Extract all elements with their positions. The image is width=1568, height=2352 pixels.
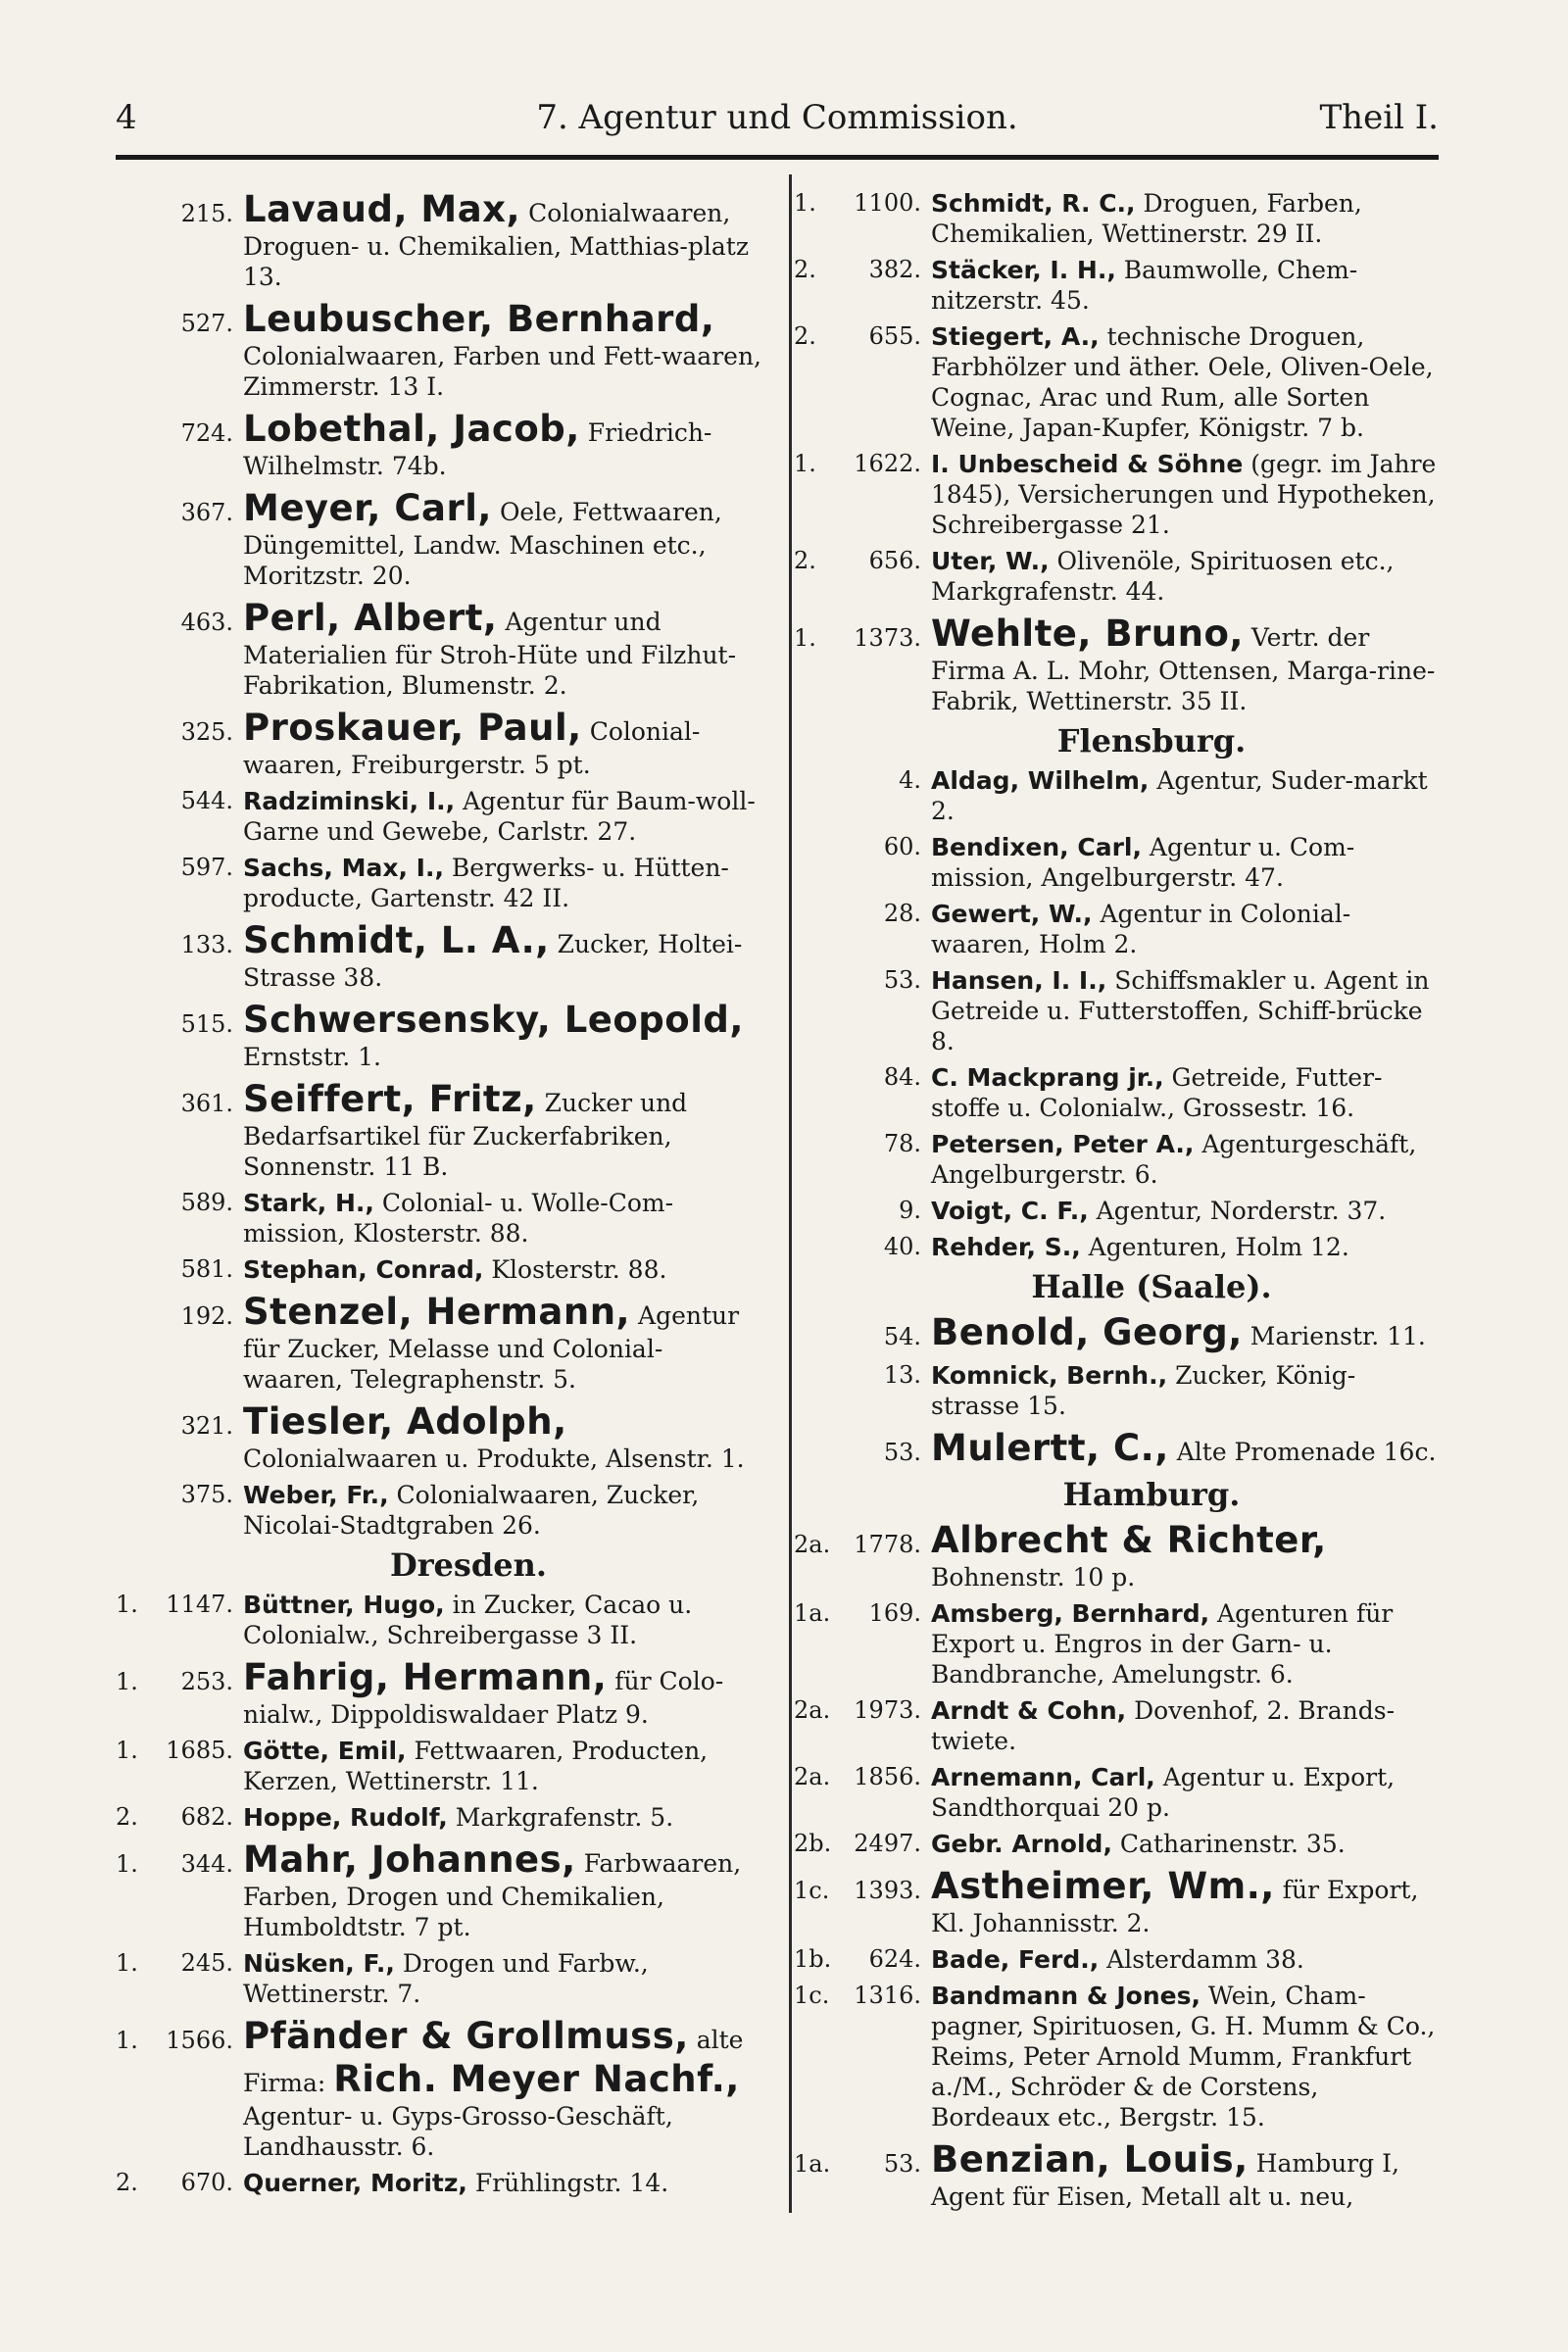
entry-register-number: 581.	[180, 1255, 233, 1283]
firm-description: Friedrich-Wilhelmstr. 74b.	[243, 418, 712, 480]
entry-number	[116, 1590, 233, 1620]
firm-description: Colonial-waaren, Freiburgerstr. 5 pt.	[243, 717, 701, 779]
entry-number	[116, 309, 233, 339]
entry-class: 2a.	[794, 1531, 831, 1558]
firm-name: C. Mackprang jr.,	[931, 1063, 1164, 1092]
entry-register-number: 84.	[883, 1063, 921, 1091]
entry-register-number: 1373.	[854, 624, 921, 652]
entry-number	[794, 623, 921, 654]
firm-description: in Zucker, Cacao u. Colonialw., Schreibergasse 3 II.	[243, 1591, 693, 1649]
entry-register-number: 192.	[180, 1302, 233, 1330]
entry-number	[794, 1944, 921, 1975]
entry-register-number: 515.	[180, 1010, 233, 1038]
firm-name: Benzian, Louis,	[931, 2138, 1249, 2180]
entry-class: 2.	[794, 322, 816, 350]
entry-register-number: 53.	[883, 2150, 921, 2178]
entry-register-number: 1778.	[854, 1531, 921, 1558]
entry-register-number: 28.	[883, 900, 921, 927]
firm-description: Fettwaaren, Producten, Kerzen, Wettinerstr. 11.	[243, 1737, 709, 1795]
entry-number	[794, 1762, 921, 1792]
entry-number	[116, 930, 233, 960]
entry-register-number: 325.	[180, 718, 233, 746]
firm-description: Markgrafenstr. 5.	[455, 1803, 674, 1832]
entry-register-number: 78.	[883, 1130, 921, 1157]
entry-number	[794, 1360, 921, 1391]
entry-class: 1a.	[794, 2150, 831, 2178]
firm-description: Drogen und Farbw., Wettinerstr. 7.	[243, 1949, 649, 2008]
city-heading: Dresden.	[389, 1546, 548, 1584]
entry-class: 2.	[794, 256, 816, 283]
entry-register-number: 670.	[180, 2169, 233, 2196]
directory-entry	[794, 1829, 1441, 1859]
firm-description: Zucker, Holtei-Strasse 38.	[243, 930, 743, 992]
part-label: Theil I.	[1319, 98, 1439, 137]
firm-description: Agentur für Zucker, Melasse und Colonial-waaren, Telegraphenstr. 5.	[243, 1301, 740, 1394]
entry-register-number: 245.	[180, 1949, 233, 1977]
entry-number	[794, 1530, 921, 1560]
firm-description: Agentur u. Com-mission, Angelburgerstr. 47.	[931, 833, 1355, 892]
entry-class: 1b.	[794, 1945, 832, 1973]
firm-name: Radziminski, I.,	[243, 787, 456, 815]
entry-number	[116, 1188, 233, 1218]
entry-number	[794, 449, 921, 479]
firm-name: Rehder, S.,	[931, 1233, 1081, 1261]
firm-description: Olivenöle, Spirituosen etc., Markgrafenstr. 44.	[931, 547, 1395, 606]
directory-entry	[116, 786, 762, 847]
directory-entry	[794, 255, 1441, 316]
directory-entry	[116, 1838, 762, 1942]
entry-number	[116, 786, 233, 816]
directory-entry	[794, 1360, 1441, 1421]
directory-entry	[794, 1762, 1441, 1823]
entry-number	[116, 608, 233, 638]
firm-name: Leubuscher, Bernhard,	[243, 298, 715, 340]
entry-number	[116, 1089, 233, 1119]
entry-register-number: 589.	[180, 1189, 233, 1216]
directory-entry	[116, 1400, 762, 1474]
entry-number	[794, 1062, 921, 1093]
firm-name: Proskauer, Paul,	[243, 707, 582, 749]
entry-number	[116, 1480, 233, 1510]
firm-name: Amsberg, Bernhard,	[931, 1599, 1210, 1628]
directory-entry	[116, 999, 762, 1072]
directory-entry	[794, 1427, 1441, 1470]
entry-register-number: 367.	[180, 499, 233, 526]
firm-description: technische Droguen, Farbhölzer und äther. Oele, Oliven-Oele, Cognac, Arac und Rum, alle Sorten Weine, Japan-Kupfer, Königstr. 7 b.	[931, 322, 1434, 442]
city-heading: Hamburg.	[1062, 1476, 1241, 1513]
firm-description: Oele, Fettwaaren, Düngemittel, Landw. Maschinen etc., Moritzstr. 20.	[243, 498, 722, 590]
firm-name: Hansen, I. I.,	[931, 966, 1107, 995]
firm-name: Schmidt, R. C.,	[931, 189, 1136, 218]
firma-name: Rich. Meyer Nachf.,	[333, 2058, 740, 2100]
entry-register-number: 1685.	[166, 1737, 233, 1764]
firm-name: Stephan, Conrad,	[243, 1255, 484, 1284]
directory-entry	[794, 1062, 1441, 1123]
left-column	[116, 188, 762, 2204]
firm-name: Komnick, Bernh.,	[931, 1361, 1168, 1390]
firm-description: Vertr. der Firma A. L. Mohr, Ottensen, Marga-rine-Fabrik, Wettinerstr. 35 II.	[931, 623, 1436, 715]
entry-number	[116, 1009, 233, 1040]
firm-description: Alte Promenade 16c.	[1176, 1438, 1437, 1466]
firm-description: Colonialwaaren, Zucker, Nicolai-Stadtgraben 26.	[243, 1481, 700, 1540]
directory-entry	[116, 1736, 762, 1796]
entry-register-number: 60.	[883, 833, 921, 860]
firm-name: Fahrig, Hermann,	[243, 1656, 608, 1698]
directory-entry	[116, 2015, 762, 2162]
firm-name: Stenzel, Hermann,	[243, 1291, 631, 1333]
firm-description: Catharinenstr. 35.	[1119, 1830, 1346, 1858]
entry-register-number: 53.	[883, 1439, 921, 1466]
firm-name: Seiffert, Fritz,	[243, 1078, 537, 1120]
firm-name: Schwersensky, Leopold,	[243, 999, 744, 1041]
firm-description: Farbwaaren, Farben, Drogen und Chemikalien, Humboldtstr. 7 pt.	[243, 1849, 742, 1941]
entry-register-number: 624.	[868, 1945, 921, 1973]
firm-description: für Colo-nialw., Dippoldiswaldaer Platz 9.	[243, 1667, 724, 1729]
entry-register-number: 13.	[883, 1361, 921, 1389]
entry-number	[116, 1254, 233, 1285]
firm-description: Hamburg I, Agent für Eisen, Metall alt u. neu,	[931, 2149, 1399, 2211]
firm-description: Agenturgeschäft, Angelburgerstr. 6.	[931, 1130, 1417, 1189]
entry-class: 1.	[116, 1591, 138, 1618]
firm-description: Bergwerks- u. Hütten-producte, Gartenstr. 42 II.	[243, 854, 729, 912]
firm-description: Getreide, Futter-stoffe u. Colonialw., Grossestr. 16.	[931, 1063, 1383, 1122]
entry-number	[794, 188, 921, 219]
entry-number	[794, 1232, 921, 1262]
firm-name: Büttner, Hugo,	[243, 1591, 445, 1619]
directory-entry	[116, 487, 762, 591]
entry-number	[794, 2149, 921, 2180]
firm-name: I. Unbescheid & Söhne	[931, 450, 1244, 478]
entry-register-number: 9.	[899, 1197, 921, 1224]
firm-description: Colonialwaaren, Farben und Fett-waaren, Zimmerstr. 13 I.	[243, 342, 761, 401]
directory-entry	[794, 832, 1441, 893]
firm-name: Lobethal, Jacob,	[243, 408, 580, 450]
firm-name: Tiesler, Adolph,	[243, 1400, 567, 1443]
entry-register-number: 1147.	[166, 1591, 233, 1618]
entry-register-number: 4.	[899, 766, 921, 794]
entry-class: 2a.	[794, 1763, 831, 1790]
entry-register-number: 1856.	[854, 1763, 921, 1790]
entry-number	[794, 1129, 921, 1159]
firm-name: Gewert, W.,	[931, 900, 1093, 928]
directory-entry	[116, 1078, 762, 1182]
entry-number	[116, 1301, 233, 1332]
entry-class: 2.	[116, 1803, 138, 1831]
firm-description: Bohnenstr. 10 p.	[931, 1563, 1136, 1592]
entry-class: 1.	[116, 1850, 138, 1878]
entry-register-number: 344.	[180, 1850, 233, 1878]
firm-description: Marienstr. 11.	[1250, 1322, 1426, 1350]
firm-description: Agentur u. Export, Sandthorquai 20 p.	[931, 1763, 1396, 1822]
firm-description: Dovenhof, 2. Brands-twiete.	[931, 1696, 1396, 1755]
entry-number	[794, 765, 921, 796]
directory-entry	[794, 612, 1441, 716]
firm-name: Mulertt, C.,	[931, 1427, 1169, 1469]
entry-register-number: 1566.	[166, 2027, 233, 2054]
firm-description: Colonial- u. Wolle-Com-mission, Klosterstr. 88.	[243, 1189, 674, 1248]
firm-name: Albrecht & Richter,	[931, 1519, 1327, 1561]
entry-register-number: 53.	[883, 966, 921, 994]
entry-class: 1c.	[794, 1982, 830, 2009]
entry-number	[116, 1667, 233, 1697]
firm-name: Gebr. Arnold,	[931, 1830, 1112, 1858]
firm-name: Bade, Ferd.,	[931, 1945, 1100, 1974]
firm-name: Hoppe, Rudolf,	[243, 1803, 448, 1832]
firm-description: Zucker, König-strasse 15.	[931, 1361, 1356, 1420]
entry-register-number: 1622.	[854, 450, 921, 477]
directory-entry	[116, 2168, 762, 2198]
directory-entry	[116, 1291, 762, 1395]
directory-entry	[794, 965, 1441, 1056]
firm-description: Baumwolle, Chem-nitzerstr. 45.	[931, 256, 1358, 315]
directory-entry	[116, 597, 762, 701]
entry-number	[794, 1438, 921, 1468]
entry-number	[794, 321, 921, 352]
directory-entry	[794, 1196, 1441, 1226]
entry-class: 1.	[116, 1668, 138, 1695]
entry-register-number: 253.	[180, 1668, 233, 1695]
directory-entry	[116, 707, 762, 780]
entry-class: 1a.	[794, 1599, 831, 1627]
city-heading: Halle (Saale).	[1031, 1268, 1272, 1305]
entry-register-number: 375.	[180, 1481, 233, 1508]
directory-entry	[794, 1865, 1441, 1938]
entry-register-number: 321.	[180, 1412, 233, 1440]
entry-number	[116, 418, 233, 449]
firm-name: Bendixen, Carl,	[931, 833, 1142, 861]
directory-entry	[116, 1802, 762, 1833]
firm-name: Uter, W.,	[931, 547, 1050, 575]
firm-name: Aldag, Wilhelm,	[931, 766, 1150, 795]
directory-entry	[794, 1598, 1441, 1690]
firm-description: Zucker und Bedarfsartikel für Zuckerfabriken, Sonnenstr. 11 B.	[243, 1089, 688, 1181]
directory-entry	[116, 1480, 762, 1541]
entry-class: 1.	[794, 624, 816, 652]
right-column	[794, 188, 1441, 2218]
city-heading: Flensburg.	[1056, 722, 1247, 760]
firm-description: Colonialwaaren, Droguen- u. Chemikalien, Matthias-platz 13.	[243, 199, 749, 291]
column-divider	[789, 174, 792, 2213]
directory-entry	[794, 1981, 1441, 2132]
entry-number	[116, 498, 233, 528]
entry-register-number: 361.	[180, 1090, 233, 1117]
firm-name: Mahr, Johannes,	[243, 1838, 576, 1881]
firm-name: Arndt & Cohn,	[931, 1696, 1127, 1725]
entry-number	[794, 899, 921, 929]
firm-description: alte	[696, 2026, 744, 2054]
firm-name: Voigt, C. F.,	[931, 1197, 1089, 1225]
firm-name: Perl, Albert,	[243, 597, 498, 639]
firm-name: Weber, Fr.,	[243, 1481, 389, 1509]
entry-class: 1.	[116, 2027, 138, 2054]
entry-register-number: 527.	[180, 310, 233, 337]
page-number: 4	[116, 98, 137, 137]
entry-register-number: 682.	[180, 1803, 233, 1831]
entry-number	[794, 1981, 921, 2011]
firm-description: Agentur und Materialien für Stroh-Hüte und Filzhut-Fabrikation, Blumenstr. 2.	[243, 608, 737, 700]
firm-description: Colonialwaaren u. Produkte, Alsenstr. 1.	[243, 1445, 745, 1473]
entry-number	[116, 199, 233, 229]
entry-class: 1c.	[794, 1877, 830, 1904]
firm-name: Schmidt, L. A.,	[243, 919, 550, 961]
directory-entry	[794, 899, 1441, 959]
entry-register-number: 655.	[868, 322, 921, 350]
firm-name: Bandmann & Jones,	[931, 1982, 1200, 2010]
directory-entry	[794, 2138, 1441, 2212]
directory-entry	[116, 188, 762, 292]
firm-description: Agentur, Norderstr. 37.	[1096, 1197, 1387, 1225]
firm-name: Stiegert, A.,	[931, 322, 1100, 351]
directory-entry	[116, 1590, 762, 1650]
firm-description: für Export, Kl. Johannisstr. 2.	[931, 1876, 1419, 1937]
entry-register-number: 215.	[180, 200, 233, 227]
firma-label: Firma:	[243, 2069, 326, 2097]
firm-description: Droguen, Farben, Chemikalien, Wettinerstr. 29 II.	[931, 189, 1362, 248]
firm-description: Alsterdamm 38.	[1106, 1945, 1304, 1974]
entry-register-number: 382.	[868, 256, 921, 283]
section-title: 7. Agentur und Commission.	[536, 98, 1018, 137]
firm-name: Petersen, Peter A.,	[931, 1130, 1195, 1158]
entry-number	[116, 2026, 233, 2056]
directory-entry	[794, 1129, 1441, 1190]
firm-name: Nüsken, F.,	[243, 1949, 395, 1978]
firm-name: Stark, H.,	[243, 1189, 374, 1217]
directory-entry	[116, 298, 762, 402]
directory-entry	[794, 188, 1441, 249]
entry-number	[116, 1802, 233, 1833]
directory-entry	[116, 1948, 762, 2009]
entry-class: 2.	[794, 547, 816, 574]
firm-name: Meyer, Carl,	[243, 487, 492, 529]
entry-number	[116, 1411, 233, 1442]
entry-register-number: 133.	[180, 931, 233, 958]
entry-register-number: 463.	[180, 609, 233, 636]
page-header	[116, 98, 1439, 147]
entry-number	[794, 1196, 921, 1226]
directory-entry	[794, 321, 1441, 443]
firm-description: Klosterstr. 88.	[491, 1255, 667, 1284]
firm-name: Stäcker, I. H.,	[931, 256, 1116, 284]
entry-register-number: 54.	[883, 1323, 921, 1350]
firm-name: Wehlte, Bruno,	[931, 612, 1244, 655]
directory-entry	[116, 1188, 762, 1249]
entry-register-number: 1100.	[854, 189, 921, 217]
firm-description: Schiffsmakler u. Agent in Getreide u. Futterstoffen, Schiff-brücke 8.	[931, 966, 1430, 1055]
firm-description: Agenturen für Export u. Engros in der Garn- u. Bandbranche, Amelungstr. 6.	[931, 1599, 1394, 1689]
firm-description: Wein, Cham-pagner, Spirituosen, G. H. Mumm & Co., Reims, Peter Arnold Mumm, Frankfurt a./M., Schröder & de Corstens, Bordeaux etc., Bergstr. 15.	[931, 1982, 1436, 2132]
directory-entry	[116, 1656, 762, 1730]
entry-register-number: 40.	[883, 1233, 921, 1260]
firm-name: Querner, Moritz,	[243, 2169, 467, 2197]
entry-number	[794, 1598, 921, 1629]
directory-entry	[794, 765, 1441, 826]
entry-class: 2a.	[794, 1696, 831, 1724]
directory-entry	[794, 546, 1441, 607]
entry-number	[116, 1736, 233, 1766]
entry-register-number: 169.	[868, 1599, 921, 1627]
entry-number	[794, 255, 921, 285]
entry-number	[794, 965, 921, 996]
entry-class: 1.	[794, 450, 816, 477]
directory-entry	[794, 1695, 1441, 1756]
directory-entry	[794, 1232, 1441, 1262]
entry-class: 1.	[116, 1949, 138, 1977]
entry-register-number: 2497.	[854, 1830, 921, 1857]
firm-name: Pfänder & Grollmuss,	[243, 2015, 689, 2057]
directory-entry	[116, 919, 762, 993]
directory-entry	[794, 1311, 1441, 1354]
firm-description-continued: Agentur- u. Gyps-Grosso-Geschäft, Landhausstr. 6.	[243, 2102, 673, 2161]
entry-number	[116, 1849, 233, 1880]
entry-register-number: 1973.	[854, 1696, 921, 1724]
entry-number	[116, 717, 233, 748]
entry-number	[116, 1948, 233, 1979]
entry-class: 2.	[116, 2169, 138, 2196]
firm-name: Sachs, Max, I.,	[243, 854, 444, 882]
entry-number	[794, 1695, 921, 1726]
directory-entry	[116, 853, 762, 913]
firm-description: Ernststr. 1.	[243, 1043, 382, 1071]
entry-register-number: 1393.	[854, 1877, 921, 1904]
firm-description: Agentur, Suder-markt 2.	[931, 766, 1428, 825]
firm-name: Lavaud, Max,	[243, 188, 521, 230]
entry-class: 1.	[794, 189, 816, 217]
entry-class: 1.	[116, 1737, 138, 1764]
entry-number	[794, 1876, 921, 1906]
entry-number	[116, 2168, 233, 2198]
entry-class: 2b.	[794, 1830, 832, 1857]
firm-name: Götte, Emil,	[243, 1737, 407, 1765]
entry-register-number: 544.	[180, 787, 233, 814]
entry-number	[794, 1322, 921, 1352]
firm-description: Agentur für Baum-woll-Garne und Gewebe, Carlstr. 27.	[243, 787, 756, 846]
directory-entry	[794, 1944, 1441, 1975]
entry-number	[794, 546, 921, 576]
firm-name: Arnemann, Carl,	[931, 1763, 1155, 1791]
entry-number	[794, 1829, 921, 1859]
entry-register-number: 1316.	[854, 1982, 921, 2009]
entry-number	[116, 853, 233, 883]
firm-description: Agentur in Colonial-waaren, Holm 2.	[931, 900, 1351, 958]
directory-entry	[794, 1519, 1441, 1592]
directory-entry	[794, 449, 1441, 540]
header-rule	[116, 155, 1439, 160]
firm-description: Agenturen, Holm 12.	[1088, 1233, 1349, 1261]
directory-entry	[116, 408, 762, 481]
entry-register-number: 656.	[868, 547, 921, 574]
firm-name: Astheimer, Wm.,	[931, 1865, 1275, 1907]
directory-entry	[116, 1254, 762, 1285]
entry-register-number: 597.	[180, 854, 233, 881]
firm-name: Benold, Georg,	[931, 1311, 1243, 1353]
firm-description: (gegr. im Jahre 1845), Versicherungen und Hypotheken, Schreibergasse 21.	[931, 450, 1437, 539]
entry-register-number: 724.	[180, 419, 233, 447]
firm-description: Frühlingstr. 14.	[474, 2169, 669, 2197]
entry-number	[794, 832, 921, 862]
